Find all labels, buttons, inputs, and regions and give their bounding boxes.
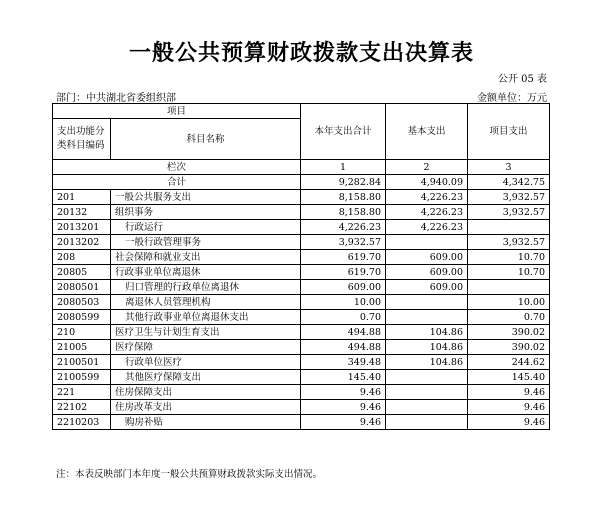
unit-label: 金额单位：万元 [477,93,547,104]
table-row [53,235,550,250]
row-code: 221 [53,385,111,400]
row-code: 208 [53,250,111,265]
table-row [53,205,550,220]
table-code: 公开 05 表 [497,74,547,85]
row-project: 10.70 [468,250,550,265]
row-total: 494.88 [301,325,386,340]
row-total: 9.46 [301,385,386,400]
row-subject-name: 社会保障和就业支出 [111,250,301,265]
row-total: 0.70 [301,310,386,325]
total-basic: 4,940.09 [386,175,468,190]
row-subject-name: 住房保障支出 [111,385,301,400]
row-basic: 4,226.23 [386,205,468,220]
row-basic [386,415,468,430]
row-basic: 609.00 [386,265,468,280]
row-total: 8,158.80 [301,190,386,205]
row-basic: 4,226.23 [386,190,468,205]
header-item: 项目 [53,104,301,119]
row-subject-name: 离退休人员管理机构 [111,295,301,310]
row-basic [386,385,468,400]
row-project: 9.46 [468,415,550,430]
row-project: 3,932.57 [468,190,550,205]
row-subject-name: 一般公共服务支出 [111,190,301,205]
row-project [468,220,550,235]
column-index-row [53,160,550,175]
row-subject-name: 行政运行 [111,220,301,235]
column-index-2: 2 [386,160,468,175]
table-row [53,220,550,235]
row-code: 2080599 [53,310,111,325]
column-index-1: 1 [301,160,386,175]
row-code: 20132 [53,205,111,220]
row-project: 0.70 [468,310,550,325]
table-row [53,400,550,415]
row-code: 2080501 [53,280,111,295]
row-basic [386,295,468,310]
row-total: 3,932.57 [301,235,386,250]
row-basic: 104.86 [386,340,468,355]
table-row [53,190,550,205]
row-project: 10.00 [468,295,550,310]
row-total: 619.70 [301,265,386,280]
row-total: 10.00 [301,295,386,310]
row-subject-name: 购房补贴 [111,415,301,430]
column-index-3: 3 [468,160,550,175]
row-total: 619.70 [301,250,386,265]
row-code: 2100501 [53,355,111,370]
row-subject-name: 住房改革支出 [111,400,301,415]
row-code: 22102 [53,400,111,415]
row-subject-name: 医疗保障 [111,340,301,355]
row-code: 210 [53,325,111,340]
header-total: 本年支出合计 [301,104,386,160]
total-row [53,175,550,190]
row-total: 494.88 [301,340,386,355]
row-basic: 104.86 [386,355,468,370]
row-basic: 609.00 [386,250,468,265]
row-total: 8,158.80 [301,205,386,220]
row-code: 201 [53,190,111,205]
row-code: 2080503 [53,295,111,310]
row-project: 10.70 [468,265,550,280]
row-subject-name: 行政事业单位离退休 [111,265,301,280]
header-func-code: 支出功能分类科目编码 [53,119,111,160]
header-row-item [53,104,550,119]
row-total: 9.46 [301,400,386,415]
row-code: 2100599 [53,370,111,385]
row-subject-name: 组织事务 [111,205,301,220]
row-total: 145.40 [301,370,386,385]
row-total: 349.48 [301,355,386,370]
row-code: 21005 [53,340,111,355]
table-body [53,104,550,430]
row-basic [386,370,468,385]
table-row [53,340,550,355]
row-project: 390.02 [468,340,550,355]
row-basic: 4,226.23 [386,220,468,235]
header-subject-name: 科目名称 [111,119,301,160]
row-project: 3,932.57 [468,205,550,220]
row-basic: 104.86 [386,325,468,340]
row-subject-name: 其他医疗保障支出 [111,370,301,385]
table-row [53,415,550,430]
row-project: 390.02 [468,325,550,340]
table-row [53,295,550,310]
row-basic [386,400,468,415]
header-project: 项目支出 [468,104,550,160]
header-basic: 基本支出 [386,104,468,160]
table-row [53,325,550,340]
row-code: 2013202 [53,235,111,250]
table-row [53,370,550,385]
row-total: 4,226.23 [301,220,386,235]
row-total: 609.00 [301,280,386,295]
row-basic: 609.00 [386,280,468,295]
table-row [53,265,550,280]
table-row [53,250,550,265]
row-subject-name: 医疗卫生与计划生育支出 [111,325,301,340]
department-label: 部门：中共湖北省委组织部 [56,93,176,104]
expenditure-table [52,103,550,430]
table-row [53,385,550,400]
row-basic [386,310,468,325]
row-subject-name: 归口管理的行政单位离退休 [111,280,301,295]
row-subject-name: 其他行政事业单位离退休支出 [111,310,301,325]
footnote: 注：本表反映部门本年度一般公共预算财政拨款实际支出情况。 [56,469,323,480]
row-subject-name: 行政单位医疗 [111,355,301,370]
column-label: 栏次 [53,160,301,175]
row-project: 244.62 [468,355,550,370]
row-subject-name: 一般行政管理事务 [111,235,301,250]
total-label: 合计 [53,175,301,190]
total-project: 4,342.75 [468,175,550,190]
row-project: 9.46 [468,400,550,415]
total-amount: 9,282.84 [301,175,386,190]
table-row [53,310,550,325]
row-project: 9.46 [468,385,550,400]
row-project [468,280,550,295]
row-project: 3,932.57 [468,235,550,250]
page-title: 一般公共预算财政拨款支出决算表 [128,40,474,66]
row-code: 2210203 [53,415,111,430]
row-code: 2013201 [53,220,111,235]
table-row [53,355,550,370]
table-row [53,280,550,295]
row-project: 145.40 [468,370,550,385]
row-code: 20805 [53,265,111,280]
row-basic [386,235,468,250]
row-total: 9.46 [301,415,386,430]
